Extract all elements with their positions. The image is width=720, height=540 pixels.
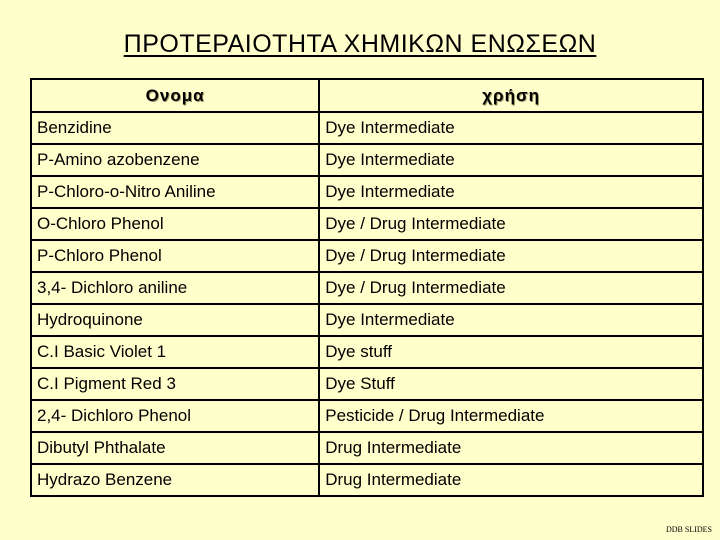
table-row [31,464,703,496]
table-row [31,144,703,176]
header-name: Ονομα [31,79,319,112]
table-row [31,208,703,240]
compound-usage: Drug Intermediate [319,464,703,496]
compound-name: 3,4- Dichloro aniline [31,272,319,304]
compound-usage: Dye / Drug Intermediate [319,208,703,240]
compound-name: Hydrazo Benzene [31,464,319,496]
compound-name: 2,4- Dichloro Phenol [31,400,319,432]
compound-usage: Dye Stuff [319,368,703,400]
compound-name: Dibutyl Phthalate [31,432,319,464]
compound-name: P-Chloro Phenol [31,240,319,272]
table-row [31,272,703,304]
slide-title: ΠΡΟΤΕΡΑΙΟΤΗΤΑ ΧΗΜΙΚΩΝ ΕΝΩΣΕΩΝ [123,30,597,58]
table-row [31,176,703,208]
table-row [31,240,703,272]
table-header-row [31,79,703,112]
compound-name: P-Amino azobenzene [31,144,319,176]
compound-name: C.I Basic Violet 1 [31,336,319,368]
compound-name: P-Chloro-o-Nitro Aniline [31,176,319,208]
compound-usage: Dye Intermediate [319,112,703,144]
table-row [31,304,703,336]
compound-name: Benzidine [31,112,319,144]
table-row [31,400,703,432]
table-row [31,368,703,400]
compound-usage: Pesticide / Drug Intermediate [319,400,703,432]
compound-usage: Dye Intermediate [319,176,703,208]
header-usage: χρήση [319,79,703,112]
table-row [31,112,703,144]
compound-name: C.I Pigment Red 3 [31,368,319,400]
compounds-table [30,78,704,497]
compound-usage: Dye Intermediate [319,304,703,336]
footer-label: DDB SLIDES [665,525,712,534]
compound-usage: Drug Intermediate [319,432,703,464]
compound-usage: Dye / Drug Intermediate [319,240,703,272]
table-row [31,432,703,464]
compound-usage: Dye stuff [319,336,703,368]
compound-usage: Dye Intermediate [319,144,703,176]
compound-name: Hydroquinone [31,304,319,336]
compound-usage: Dye / Drug Intermediate [319,272,703,304]
table-row [31,336,703,368]
compound-name: O-Chloro Phenol [31,208,319,240]
